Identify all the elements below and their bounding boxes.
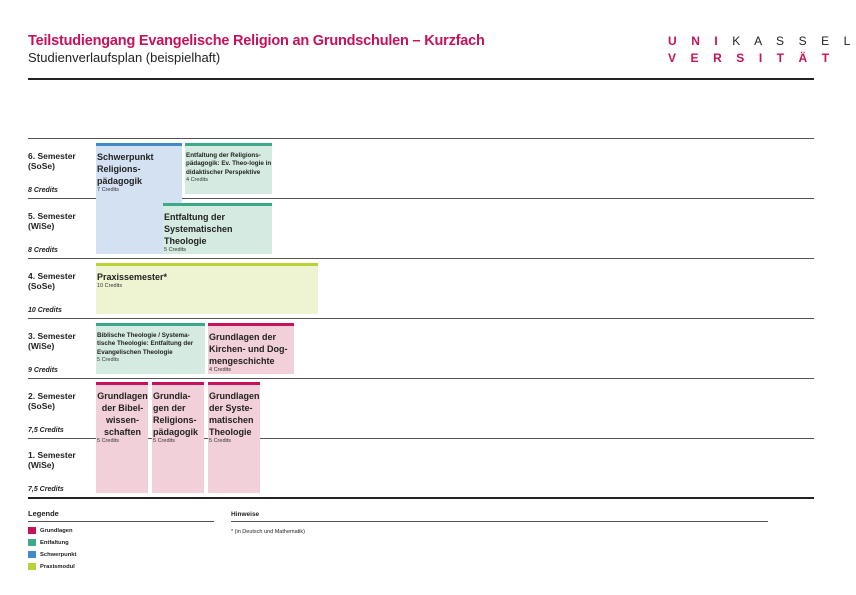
semester-4-credits: 10 Credits — [28, 307, 62, 314]
semester-1-credits: 7,5 Credits — [28, 486, 64, 493]
module-entfaltung-systematische-theologie[interactable]: Entfaltung der Systematischen Theologie 5 Credits — [163, 203, 272, 254]
module-biblische-theologie[interactable]: Biblische Theologie / Systema-tische Theologie: Entfaltung der Evangelischen Theologie 5 Credits — [96, 323, 205, 374]
module-entfaltung-religionspaedagogik[interactable]: Entfaltung der Religions-pädagogik: Ev. Theo-logie in didaktischer Perspektive 4 Credits — [185, 143, 272, 194]
semester-divider — [28, 138, 814, 139]
module-grundlagen-religionspaedagogik[interactable]: Grundla-gen der Religions-pädagogik 5 Credits — [152, 382, 204, 493]
university-logo: U N I K A S S E L V E R S I T Ä T — [668, 34, 856, 65]
notes-rule — [231, 521, 768, 522]
legend-swatch-praxismodul — [28, 563, 36, 570]
semester-6-credits: 8 Credits — [28, 187, 58, 194]
semester-2-label: 2. Semester (SoSe) — [28, 391, 76, 411]
table-bottom-rule — [28, 497, 814, 499]
module-schwerpunkt-religionspaedagogik[interactable]: Schwerpunkt Religions-pädagogik 7 Credits — [96, 143, 182, 254]
legend-item-entfaltung: Entfaltung — [28, 539, 69, 546]
header-rule — [28, 78, 814, 80]
semester-3-label: 3. Semester (WiSe) — [28, 331, 76, 351]
legend-item-praxismodul: Praxismodul — [28, 563, 75, 570]
module-praxissemester[interactable]: Praxissemester* 10 Credits — [96, 263, 318, 314]
module-grundlagen-systematische-theologie[interactable]: Grundlagen der Syste-matischen Theologie 5 Credits — [208, 382, 260, 493]
legend-swatch-grundlagen — [28, 527, 36, 534]
notes-text: * (in Deutsch und Mathematik) — [231, 529, 305, 535]
legend-swatch-schwerpunkt — [28, 551, 36, 558]
semester-5-label: 5. Semester (WiSe) — [28, 211, 76, 231]
module-grundlagen-bibelwissenschaften[interactable]: Grundlagen der Bibel-wissen-schaften 5 Credits — [96, 382, 148, 493]
legend-item-grundlagen: Grundlagen — [28, 527, 73, 534]
semester-divider — [28, 258, 814, 259]
semester-2-credits: 7,5 Credits — [28, 427, 64, 434]
semester-1-label: 1. Semester (WiSe) — [28, 450, 76, 470]
notes-title: Hinweise — [231, 511, 260, 518]
legend-item-schwerpunkt: Schwerpunkt — [28, 551, 76, 558]
legend-swatch-entfaltung — [28, 539, 36, 546]
semester-divider — [28, 318, 814, 319]
semester-6-label: 6. Semester (SoSe) — [28, 151, 76, 171]
page-subtitle: Studienverlaufsplan (beispielhaft) — [28, 50, 221, 65]
page-title: Teilstudiengang Evangelische Religion an Grundschulen – Kurzfach — [28, 33, 485, 49]
semester-divider — [28, 378, 814, 379]
semester-5-credits: 8 Credits — [28, 247, 58, 254]
semester-3-credits: 9 Credits — [28, 367, 58, 374]
legend-title: Legende — [28, 509, 59, 518]
module-grundlagen-kirchengeschichte[interactable]: Grundlagen der Kirchen- und Dog-mengeschichte 4 Credits — [208, 323, 294, 374]
semester-4-label: 4. Semester (SoSe) — [28, 271, 76, 291]
legend-rule — [28, 521, 214, 522]
